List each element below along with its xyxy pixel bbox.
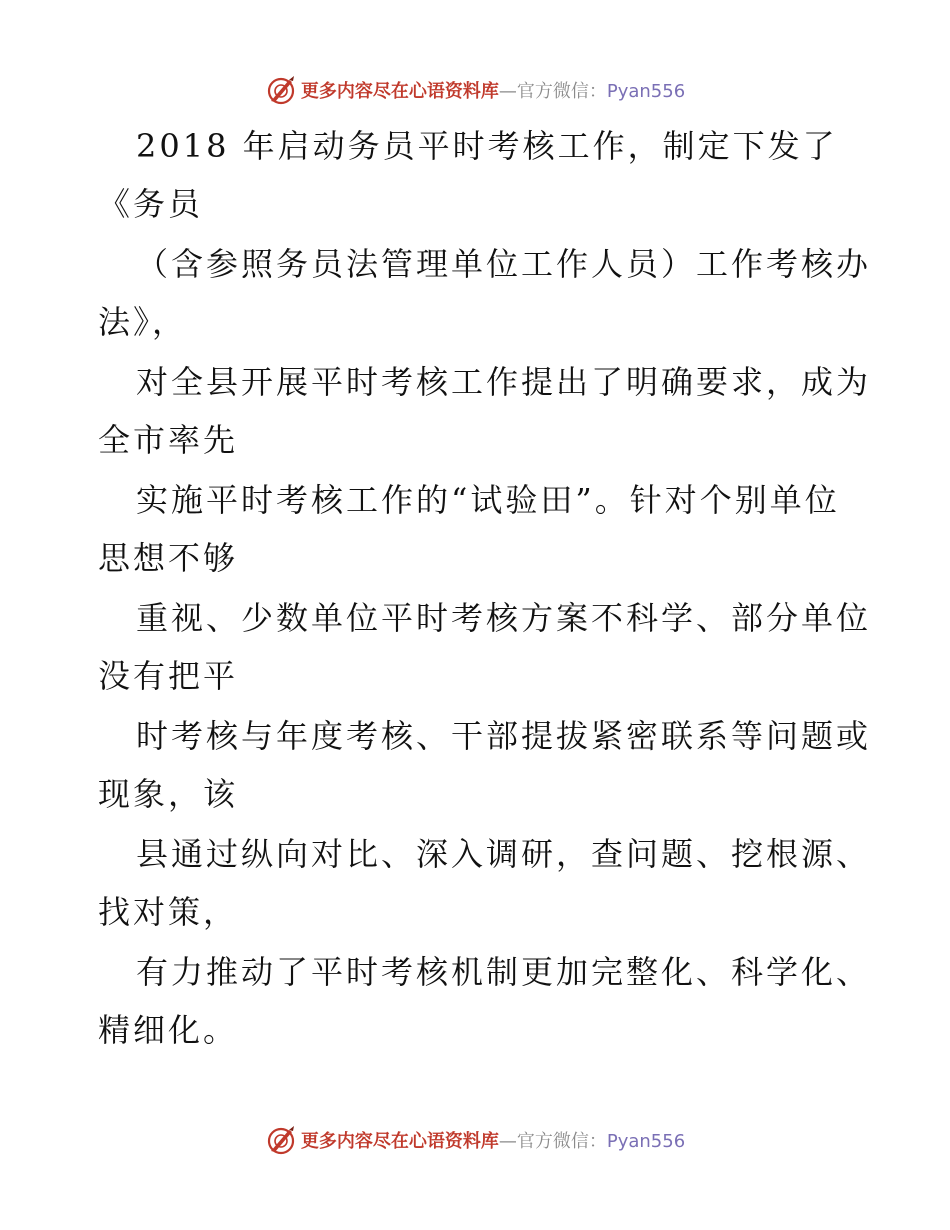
banner-wechat-label: 官方微信： (516, 1131, 607, 1152)
banner-dash: — (498, 81, 517, 102)
banner-wechat-id: Pyan556 (606, 1131, 686, 1152)
body-line: 实施平时考核工作的“试验田”。针对个别单位 (136, 481, 840, 519)
body-line: 精细化。 (98, 1011, 239, 1049)
body-line: 对全县开展平时考核工作提出了明确要求，成为 (136, 363, 872, 401)
body-line: 县通过纵向对比、深入调研，查问题、挖根源、 (136, 835, 872, 873)
body-line: 有力推动了平时考核机制更加完整化、科学化、 (136, 953, 872, 991)
body-line: 找对策， (98, 893, 239, 931)
banner-wechat-label: 官方微信： (516, 81, 607, 102)
body-line: 全市率先 (98, 421, 239, 459)
body-line: 思想不够 (98, 539, 239, 577)
body-line: （含参照务员法管理单位工作人员）工作考核办 (136, 245, 872, 283)
body-line: 《务员 (98, 185, 204, 223)
body-line: 2018 年启动务员平时考核工作，制定下发了 (136, 127, 838, 165)
banner-brand-text: 更多内容尽在心语资料库 (300, 81, 499, 102)
footer-banner (0, 1120, 950, 1160)
header-banner (0, 70, 950, 110)
banner-brand-text: 更多内容尽在心语资料库 (300, 1131, 499, 1152)
body-line: 时考核与年度考核、干部提拔紧密联系等问题或 (136, 717, 872, 755)
body-line: 现象，该 (98, 775, 239, 813)
quill-pen-logo-icon (265, 74, 297, 106)
body-line: 没有把平 (98, 657, 239, 695)
body-line: 法》， (98, 303, 188, 341)
banner-wechat-id: Pyan556 (606, 81, 686, 102)
body-line: 重视、少数单位平时考核方案不科学、部分单位 (136, 599, 872, 637)
banner-dash: — (498, 1131, 517, 1152)
quill-pen-logo-icon (265, 1124, 297, 1156)
